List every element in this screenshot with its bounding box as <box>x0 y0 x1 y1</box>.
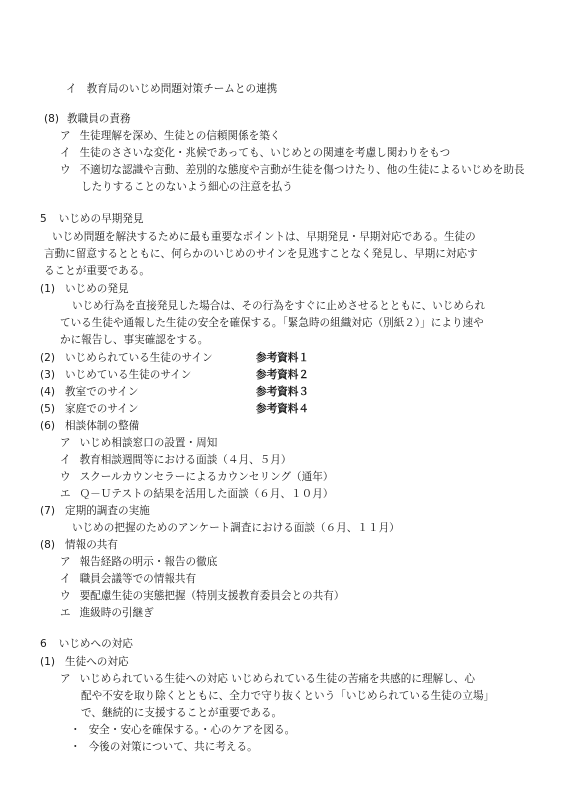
reference-label: 参考資料１ <box>256 352 309 364</box>
bullet-text: 安全・安心を確保する。・心のケアを図る。 <box>88 724 296 736</box>
subsection-heading <box>40 504 150 518</box>
subsection-title: 相談体制の整備 <box>65 420 140 432</box>
reference-label: 参考資料２ <box>256 369 309 381</box>
item-marker: エ <box>60 607 71 619</box>
list-item <box>60 436 217 450</box>
subsection-number: (2) <box>40 352 56 364</box>
paragraph-line: ることが重要である。 <box>44 265 150 277</box>
section-title: いじめへの対応 <box>58 638 133 650</box>
item-marker: ウ <box>60 471 71 483</box>
list-item <box>60 672 475 686</box>
item-text: 職員会議等での情報共有 <box>79 573 197 585</box>
list-item <box>60 572 196 586</box>
paragraph-line: ている生徒や通報した生徒の安全を確保する。「緊急時の組織対応（別紙２）」により速や <box>60 317 484 329</box>
reference-label: 参考資料４ <box>256 403 309 415</box>
reference-label: 参考資料３ <box>256 386 309 398</box>
list-item-continuation: で、継続的に支援することが重要である。 <box>81 707 283 719</box>
item-text: 要配慮生徒の実態把握（特別支援教育委員会との共有） <box>79 590 345 602</box>
paragraph-line: かに報告し、事実確認をする。 <box>60 334 209 346</box>
sign-row <box>40 402 138 416</box>
list-item <box>60 146 450 160</box>
item-text: 報告経路の明示・報告の徹底 <box>79 556 218 568</box>
sign-row <box>40 368 191 382</box>
item-text: 教育局のいじめ問題対策チームとの連携 <box>86 83 278 95</box>
subsection-heading <box>40 282 129 296</box>
item-text: Ｑ－Ｕテストの結果を活用した面談（６月、１０月） <box>79 488 334 500</box>
paragraph-line: いじめ行為を直接発見した場合は、その行為をすぐに止めさせるとともに、いじめられ <box>72 300 486 312</box>
bullet-item <box>70 723 295 737</box>
section-heading <box>40 212 144 226</box>
sign-text: いじめられている生徒のサイン <box>65 352 213 364</box>
item-text: いじめ相談窓口の設置・周知 <box>79 437 218 449</box>
sign-row <box>40 351 213 365</box>
sign-text: 教室でのサイン <box>65 386 139 398</box>
section-title: 教職員の責務 <box>67 113 131 125</box>
section-heading <box>44 112 131 126</box>
section-number: 5 <box>40 213 47 225</box>
list-item <box>60 163 525 177</box>
subsection-number: (5) <box>40 403 56 415</box>
paragraph-line: 言動に留意するとともに、何らかのいじめのサインを見逃すことなく発見し、早期に対応す <box>44 248 478 260</box>
list-item-continuation: 配や不安を取り除くとともに、全力で守り抜くという「いじめられている生徒の立場」 <box>81 690 495 702</box>
subsection-title: 情報の共有 <box>65 539 118 551</box>
item-text: 生徒のささいな変化・兆候であっても、いじめとの関連を考慮し関わりをもつ <box>79 147 451 159</box>
item-text: 進級時の引継ぎ <box>79 607 154 619</box>
item-marker: イ <box>60 573 71 585</box>
item-marker: ア <box>60 673 71 685</box>
item-marker: イ <box>66 83 77 95</box>
subsection-number: (1) <box>40 656 56 668</box>
paragraph-line: いじめ問題を解決するために最も重要なポイントは、早期発見・早期対応である。生徒の <box>52 231 476 243</box>
list-item <box>60 453 291 467</box>
item-marker: ア <box>60 437 71 449</box>
item-marker: ウ <box>60 590 71 602</box>
paragraph-line: いじめの把握のためのアンケート調査における面談（６月、１１月） <box>72 522 400 534</box>
item-marker: ウ <box>60 164 71 176</box>
bullet-mark: ・ <box>70 741 81 753</box>
bullet-item <box>70 740 258 754</box>
section-number: 6 <box>40 638 47 650</box>
section-number: (8) <box>44 113 60 125</box>
item-text: いじめられている生徒への対応 いじめられている生徒の苦痛を共感的に理解し、心 <box>79 673 475 685</box>
list-item <box>60 129 280 143</box>
item-text: 不適切な認識や言動、差別的な態度や言動が生徒を傷つけたり、他の生徒によるいじめを助長 <box>79 164 525 176</box>
item-text: 生徒理解を深め、生徒との信頼関係を築く <box>79 130 281 142</box>
item-text: スクールカウンセラーによるカウンセリング（通年） <box>79 471 334 483</box>
item-marker: イ <box>60 147 71 159</box>
subsection-heading <box>40 419 139 433</box>
subsection-number: (1) <box>40 283 56 295</box>
section-title: いじめの早期発見 <box>58 213 144 225</box>
subsection-heading <box>40 655 129 669</box>
bullet-mark: ・ <box>70 724 81 736</box>
item-text: 教育相談週間等における面談（４月、５月） <box>79 454 292 466</box>
subsection-title: 定期的調査の実施 <box>65 505 150 517</box>
item-marker: イ <box>60 454 71 466</box>
subsection-title: 生徒への対応 <box>65 656 129 668</box>
bullet-text: 今後の対策について、共に考える。 <box>88 741 258 753</box>
section-heading <box>40 637 133 651</box>
subsection-number: (3) <box>40 369 56 381</box>
list-item-continuation: したりすることのないよう細心の注意を払う <box>81 181 293 193</box>
sign-text: 家庭でのサイン <box>65 403 139 415</box>
list-item <box>60 470 333 484</box>
subsection-number: (8) <box>40 539 56 551</box>
sign-text: いじめている生徒のサイン <box>65 369 192 381</box>
list-item <box>60 606 154 620</box>
subsection-title: いじめの発見 <box>65 283 129 295</box>
subsection-number: (7) <box>40 505 56 517</box>
subsection-number: (6) <box>40 420 56 432</box>
list-item <box>60 589 344 603</box>
item-marker: エ <box>60 488 71 500</box>
subsection-heading <box>40 538 118 552</box>
subsection-number: (4) <box>40 386 56 398</box>
item-marker: ア <box>60 130 71 142</box>
list-item <box>60 555 217 569</box>
sign-row <box>40 385 138 399</box>
list-item <box>60 487 333 501</box>
item-marker: ア <box>60 556 71 568</box>
coordination-item <box>66 82 277 96</box>
